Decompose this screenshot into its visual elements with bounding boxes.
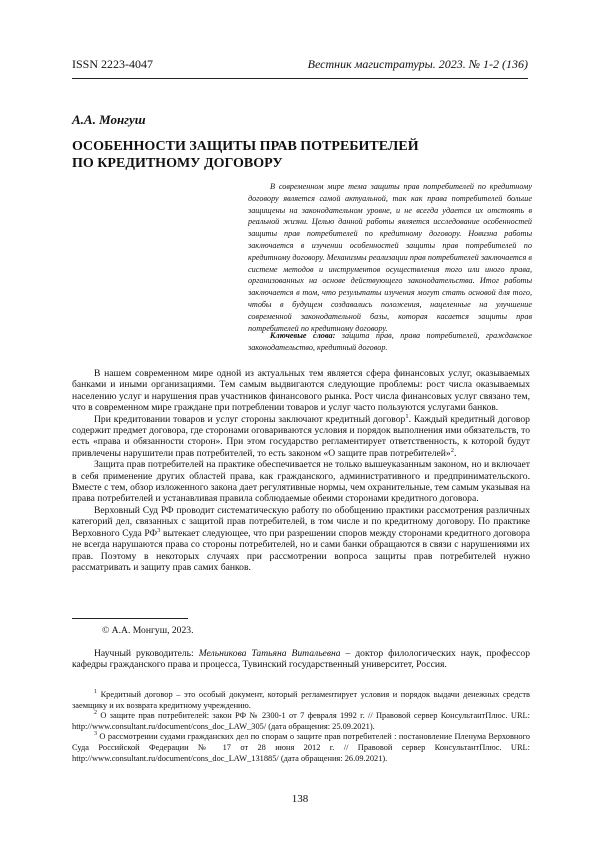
header-divider: [72, 78, 528, 79]
body-p2-text-c: .: [453, 447, 457, 459]
abstract-text: В современном мире тема защиты прав потребителей по кредитному договору является самой актуальной, так как права потребителей больше защищены на законодательном уровне, и не всегда удается их отстоять в реальной жизни. Целью данной работы является исследование особенностей защиты прав потребителей по кредитному договору. Новизна работы заключается в изучении особенностей защиты прав потребителей по кредитному договору. Механизмы реализации прав потребителей заключается в системе методов и инструментов осуществления того или иного права, организованных на основе действующего законодательства. Итог работы заключается в том, что результаты изучения могут стать основой для того, чтобы в будущем создавались положения, нацеленные на улучшение современной законодательной базы, которая касается защиты прав потребителей по кредитному договору.: [248, 182, 532, 333]
article-title-line-2: ПО КРЕДИТНОМУ ДОГОВОРУ: [72, 156, 283, 171]
abstract: [248, 181, 532, 334]
body-p4-text-a: Верховный Суд РФ проводит систематическую работу по обобщению практики рассмотрения различных категорий дел, связанных с защитой прав потребителей, в том числе и по кредитному договору. По практике Верховного Суда РФ: [72, 504, 530, 539]
keywords-text: защита прав, права потребителей, гражданское законодательство, кредитный договор.: [248, 331, 532, 352]
page-number: 138: [291, 793, 309, 805]
journal-issn: ISSN 2223-4047: [72, 57, 154, 71]
keywords-paragraph: [248, 330, 532, 354]
article-title: [72, 138, 492, 172]
keywords: [248, 330, 532, 354]
advisor-prefix: Научный руководитель:: [94, 648, 199, 659]
footnote-3-text: О рассмотрении судами гражданских дел по спорам о защите прав потребителей : постановление Пленума Верховного Суда Российской Федерации № 17 от 28 июня 2012 г. // Правовой сервер КонсультантПлюс. URL: http://www.consultant.ru/document/cons_doc_LAW_131885/ (дата обращения: 26.09.2021).: [72, 732, 530, 763]
advisor-details: – доктор филологических наук, профессор кафедры гражданского права и процесса, Тувинский государственный университет, Россия.: [72, 648, 530, 671]
footnote-2: [72, 711, 530, 732]
footnote-1-number: 1: [94, 689, 97, 696]
body-p2-text-b: . Каждый кредитный договор содержит предмет договора, где сторонами оговариваются условия и порядок выполнения ими обязательств, то есть «права и обязанности сторон». При этом государство регламентирует ответственность, к которой будут привлечены нарушители прав потребителей, то есть законом «О защите прав потребителей»: [72, 413, 530, 459]
body-paragraph-2: [72, 414, 530, 460]
footnote-1: [72, 690, 530, 711]
advisor-paragraph: [72, 648, 530, 671]
copyright-divider: [72, 618, 188, 619]
advisor-note: [72, 648, 530, 671]
article-title-line-1: ОСОБЕННОСТИ ЗАЩИТЫ ПРАВ ПОТРЕБИТЕЛЕЙ: [72, 139, 419, 154]
body-paragraph-1: В нашем современном мире одной из актуальных тем является сфера финансовых услуг, оказываемых банками и иными организациями. Тем самым выдвигаются следующие проблемы: рост числа оказываемых населению услуг и нарушения прав участников финансового рынка. Рост числа финансовых услуг связано тем, что в современном мире граждане при потреблении товаров и услуг часто пользуются услугами банков.: [72, 368, 530, 414]
footnote-3-number: 3: [94, 731, 97, 738]
body-p4-text-b: вытекает следующее, что при разрешении споров между сторонами кредитного договора не всегда нарушаются права со стороны потребителей, но и сами банки обращаются в связи с нарушениями их прав. Поэтому в некоторых случаях при рассмотрении вопроса защиты прав потребителей нужно рассматривать и защиту прав самих банков.: [72, 527, 530, 573]
footnote-ref-1[interactable]: 1: [405, 412, 409, 420]
footnote-ref-2[interactable]: 2: [450, 446, 454, 454]
footnotes: [72, 690, 530, 764]
footnote-1-text: Кредитный договор – это особый документ, который регламентирует условия и порядок выдачи денежных средств заемщику и их возврата кредитному учреждению.: [72, 690, 530, 710]
footnote-ref-3[interactable]: 3: [157, 526, 161, 534]
footnote-2-text: О защите прав потребителей: закон РФ № 2300-1 от 7 февраля 1992 г. // Правовой сервер КонсультантПлюс. URL: http://www.consultant.ru/document/cons_doc_LAW_305/ (дата обращения: 25.09.2021).: [72, 711, 530, 731]
body-paragraph-4: [72, 505, 530, 573]
author-name: А.А. Монгуш: [72, 112, 146, 127]
advisor-name: Мельникова Татьяна Витальевна: [198, 648, 341, 659]
body-paragraph-3: Защита прав потребителей на практике обеспечивается не только вышеуказанным законом, но и включает в себя применение других областей права, как гражданского, административного и предпринимательского. Вместе с тем, обзор изложенного закона дает регулятивные нормы, чем охранительные, тем самым указывая на права потребителей и устанавливая правила соблюдаемые обеими сторонами кредитного договора.: [72, 459, 530, 505]
copyright-notice: © А.А. Монгуш, 2023.: [102, 625, 194, 636]
footnote-2-number: 2: [94, 710, 97, 717]
footnote-3: [72, 732, 530, 764]
keywords-label: Ключевые слова:: [270, 331, 336, 340]
body-p2-text-a: При кредитовании товаров и услуг стороны заключают кредитный договор: [94, 413, 406, 425]
article-body: [72, 368, 530, 573]
journal-title: Вестник магистратуры. 2023. № 1-2 (136): [307, 57, 528, 71]
